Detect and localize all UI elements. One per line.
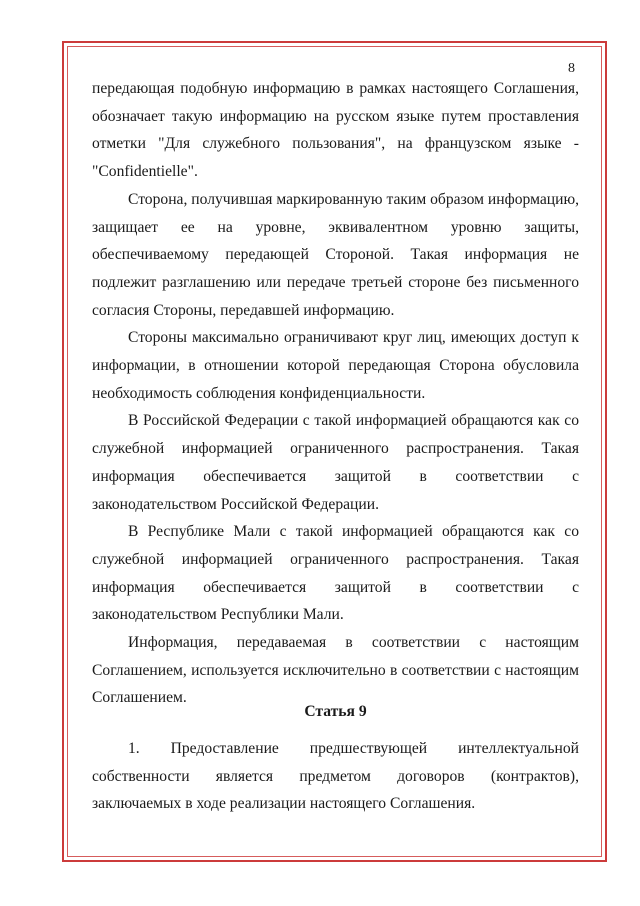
paragraph-russian-federation: В Российской Федерации с такой информацией обращаются как со служебной информацией ограниченного распространения. Такая информация обеспечивается защитой в соответствии с законодательством Российской Федерации. xyxy=(92,412,579,513)
paragraph-republic-of-mali: В Республике Мали с такой информацией обращаются как со служебной информацией ограниченного распространения. Такая информация обеспечивается защитой в соответствии с законодательством Республики Мали. xyxy=(92,523,579,624)
document-body xyxy=(92,75,579,712)
paragraph-info-usage: Информация, передаваемая в соответствии с настоящим Соглашением, используется исключительно в соответствии с настоящим Соглашением. xyxy=(92,634,579,707)
article-body xyxy=(92,735,579,818)
article-paragraph-1: 1. Предоставление предшествующей интеллектуальной собственности является предметом договоров (контрактов), заключаемых в ходе реализации настоящего Соглашения. xyxy=(92,740,579,813)
paragraph-continuation: передающая подобную информацию в рамках настоящего Соглашения, обозначает такую информацию на русском языке путем проставления отметки "Для служебного пользования", на французском языке - "Confidentielle". xyxy=(92,80,579,181)
paragraph-marked-info-protection: Сторона, получившая маркированную таким образом информацию, защищает ее на уровне, эквивалентном уровню защиты, обеспечиваемому передающей Стороной. Такая информация не подлежит разглашению или передаче третьей стороне без письменного согласия Стороны, передавшей информацию. xyxy=(92,190,579,319)
article-heading: Статья 9 xyxy=(304,703,367,720)
page-number: 8 xyxy=(568,61,575,76)
paragraph-access-limitation: Стороны максимально ограничивают круг лиц, имеющих доступ к информации, в отношении которой передающая Сторона обусловила необходимость соблюдения конфиденциальности. xyxy=(92,329,579,402)
